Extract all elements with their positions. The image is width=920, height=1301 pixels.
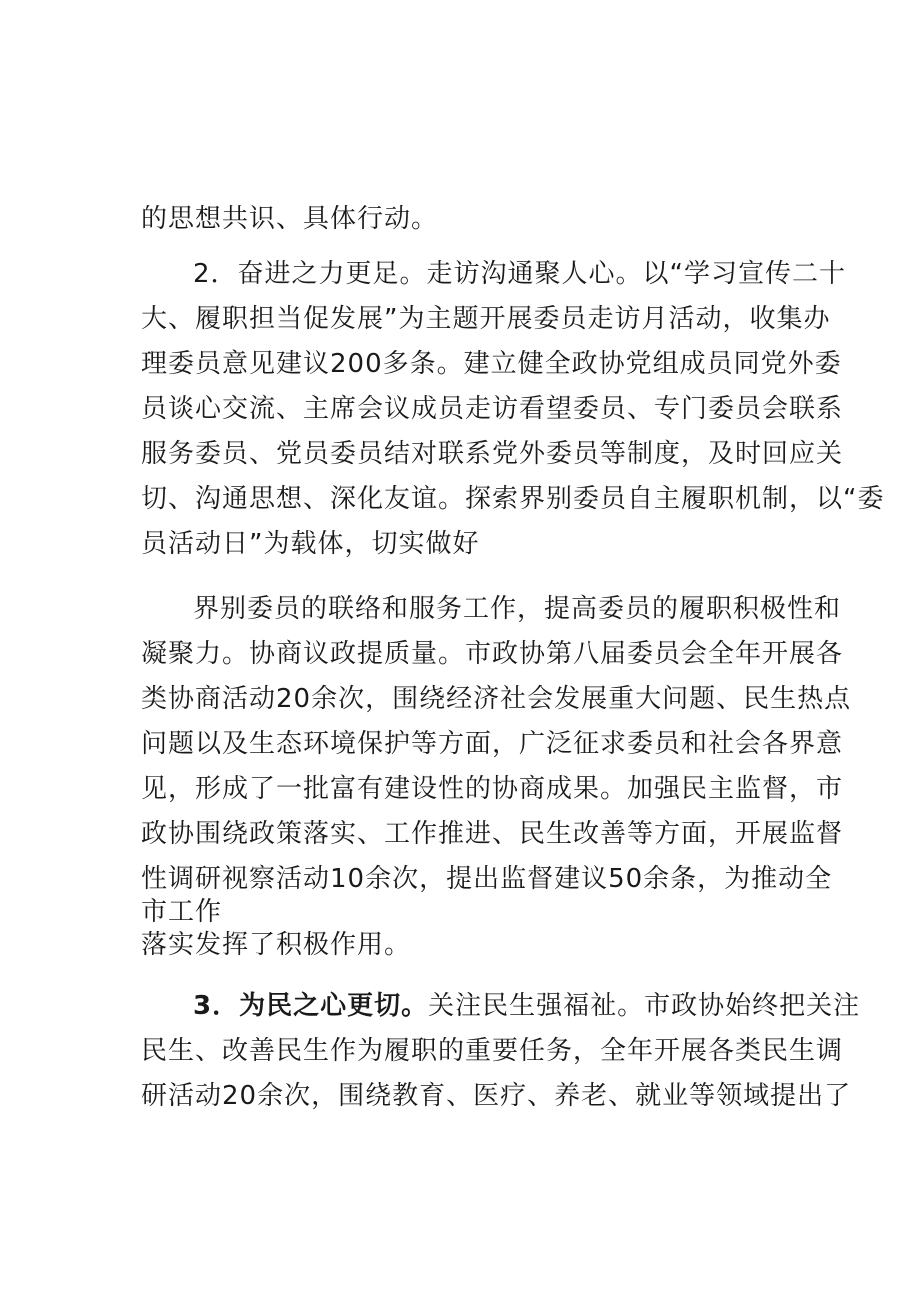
- paragraph-line: 大、履职担当促发展”为主题开展委员走访月活动，收集办: [141, 304, 831, 334]
- section-3-text: 关注民生强福祉。市政协始终把关注: [428, 991, 861, 1021]
- paragraph-line: 2．奋进之力更足。走访沟通聚人心。以“学习宣传二十: [193, 259, 847, 289]
- paragraph-line: 凝聚力。协商议政提质量。市政协第八届委员会全年开展各: [141, 639, 844, 669]
- paragraph-line: 理委员意见建议200多条。建立健全政协党组成员同党外委: [141, 349, 842, 379]
- paragraph-line: 政协围绕政策落实、工作推进、民生改善等方面，开展监督: [141, 819, 844, 849]
- paragraph-line: 界别委员的联络和服务工作，提高委员的履职积极性和: [193, 594, 842, 624]
- paragraph-line: 性调研视察活动10余次，提出监督建议50余条，为推动全: [141, 864, 833, 894]
- paragraph-line: 落实发挥了积极作用。: [141, 930, 412, 960]
- paragraph-line: 问题以及生态环境保护等方面，广泛征求委员和社会各界意: [141, 729, 844, 759]
- paragraph-line: 服务委员、党员委员结对联系党外委员等制度，及时回应关: [141, 439, 844, 469]
- paragraph-line: 员活动日”为载体，切实做好: [141, 529, 480, 559]
- paragraph-line: 市工作: [141, 897, 223, 927]
- paragraph-line: 见，形成了一批富有建设性的协商成果。加强民主监督，市: [141, 774, 844, 804]
- paragraph-line: 员谈心交流、主席会议成员走访看望委员、专门委员会联系: [141, 394, 844, 424]
- paragraph-line: 民生、改善民生作为履职的重要任务，全年开展各类民生调: [141, 1036, 844, 1066]
- section-3-heading: 3．为民之心更切。: [193, 991, 429, 1021]
- section-3-first-line: [193, 989, 861, 1023]
- paragraph-line: 类协商活动20余次，围绕经济社会发展重大问题、民生热点: [141, 684, 852, 714]
- paragraph-line: 的思想共识、具体行动。: [141, 204, 439, 234]
- paragraph-line: 研活动20余次，围绕教育、医疗、养老、就业等领域提出了: [141, 1081, 852, 1111]
- paragraph-line: 切、沟通思想、深化友谊。探索界别委员自主履职机制，以“委: [141, 484, 885, 514]
